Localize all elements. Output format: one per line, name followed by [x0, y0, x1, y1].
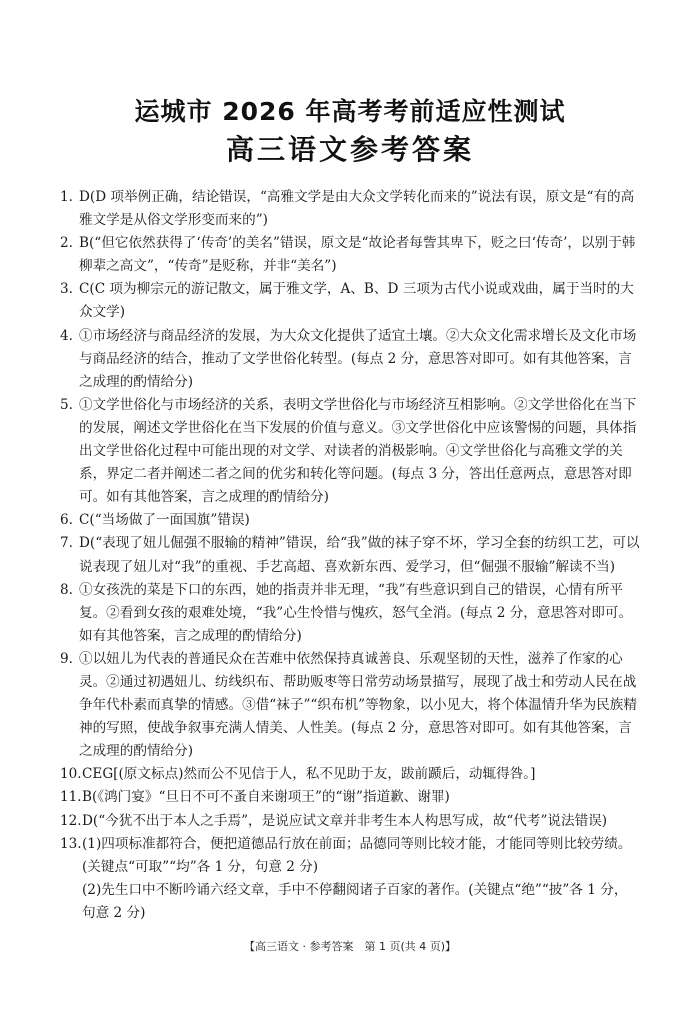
answer-number: 11.: [60, 789, 82, 806]
answer-number: 4.: [60, 327, 73, 344]
answer-item-8: [60, 579, 640, 648]
answer-text: C(C 项为柳宗元的游记散文，属于雅文学，A、B、D 三项为古代小说或戏曲，属于当时的大众文学): [79, 281, 634, 321]
answer-list: [60, 186, 640, 925]
answer-item-12: [60, 810, 640, 833]
answer-item-9: [60, 648, 640, 763]
answer-item-2: [60, 232, 640, 278]
answer-item-10: [60, 763, 640, 786]
answer-text: (1)四项标准都符合，便把道德品行放在前面；品德同等则比较才能，才能同等则比较劳绩。(关键点“可取”“均”各 1 分，句意 2 分): [82, 835, 632, 875]
answer-number: 10.: [60, 766, 82, 783]
answer-text: ①文学世俗化与市场经济的关系，表明文学世俗化与市场经济互相影响。②文学世俗化在当下的发展，阐述文学世俗化在当下发展的价值与意义。③文学世俗化中应该警惕的问题，具体指出文学世俗化过程中可能出现的对文学、对读者的消极影响。④文学世俗化与高雅文学的关系，界定二者并阐述二者之间的优劣和转化等问题。(每点 3 分，答出任意两点，意思答对即可。如有其他答案，言之成理的酌情给分): [79, 396, 637, 506]
answer-number: 7.: [60, 535, 73, 552]
answer-number: 1.: [60, 189, 73, 205]
answer-text: B(《鸿门宴》“旦日不可不蚤自来谢项王”的“谢”指道歉、谢罪): [82, 789, 450, 806]
answer-text: ①女孩洗的菜是下口的东西，她的指责并非无理，“我”有些意识到自己的错误，心情有所平复。②看到女孩的艰难处境，“我”心生怜惜与愧疚，怒气全消。(每点 2 分，意思答对即可。如有其他答案，言之成理的酌情给分): [79, 581, 633, 644]
answer-number: 13.: [60, 835, 82, 852]
answer-number: 5.: [60, 396, 73, 413]
answer-item-11: [60, 786, 640, 809]
answer-item-13-part2: (2)先生口中不断吟诵六经文章，手中不停翻阅诸子百家的著作。(关键点“绝”“披”各 1 分，句意 2 分): [82, 881, 628, 921]
answer-item-6: [60, 509, 640, 532]
answer-text: D(D 项举例正确，结论错误，“高雅文学是由大众文学转化而来的”说法有误，原文是“有的高雅文学是从俗文学形变而来的”): [79, 189, 635, 229]
answer-number: 8.: [60, 581, 73, 598]
answer-text: C(“当场做了一面国旗”错误): [79, 512, 250, 529]
answer-key-title: 高三语文参考答案: [225, 133, 474, 166]
answer-number: 12.: [60, 812, 82, 829]
answer-number: 6.: [60, 512, 73, 529]
answer-item-4: [60, 325, 640, 394]
answer-text: D(“今犹不出于本人之手焉”，是说应试文章并非考生本人构思写成，故“代考”说法错误): [82, 812, 608, 829]
page-footer: 【高三语文 · 参考答案 第 1 页(共 4 页)】: [243, 940, 457, 953]
answer-text: ①以妞儿为代表的普通民众在苦难中依然保持真诚善良、乐观坚韧的天性，滋养了作家的心灵。②通过初遇妞儿、纺线织布、帮助贩枣等日常劳动场景描写，展现了战士和劳动人民在战争年代朴素而真挚的情感。③借“袜子”“织布机”等物象，以小见大，将个体温情升华为民族精神的写照，使战争叙事充满人情美、人性美。(每点 2 分，意思答对即可。如有其他答案，言之成理的酌情给分): [79, 650, 637, 760]
answer-item-5: [60, 394, 640, 509]
answer-item-7: [60, 532, 640, 578]
answer-text: D(“表现了妞儿倔强不服输的精神”错误，给“我”做的袜子穿不坏，学习全套的纺织工艺，可以说表现了妞儿对“我”的重视、手艺高超、喜欢新东西、爱学习，但“倔强不服输”解读不当): [79, 535, 640, 575]
answer-text: B(“但它依然获得了‘传奇’的美名”错误，原文是“故论者每訾其卑下，贬之曰‘传奇’，以别于韩柳辈之高文”，“传奇”是贬称，并非“美名”): [79, 235, 636, 275]
answer-item-13: [60, 833, 640, 879]
answer-text: ①市场经济与商品经济的发展，为大众文化提供了适宜土壤。②大众文化需求增长及文化市场与商品经济的结合，推动了文学世俗化转型。(每点 2 分，意思答对即可。如有其他答案，言之成理的酌情给分): [79, 327, 637, 390]
answer-item-1: [60, 186, 640, 232]
answer-text: CEG[(原文标点)然而公不见信于人，私不见助于友，跋前踬后，动辄得咎。]: [82, 766, 536, 783]
answer-number: 2.: [60, 235, 73, 252]
exam-title: 运城市 2026 年高考考前适应性测试: [134, 97, 566, 126]
answer-number: 3.: [60, 281, 73, 298]
answer-item-3: [60, 278, 640, 324]
answer-number: 9.: [60, 650, 73, 667]
